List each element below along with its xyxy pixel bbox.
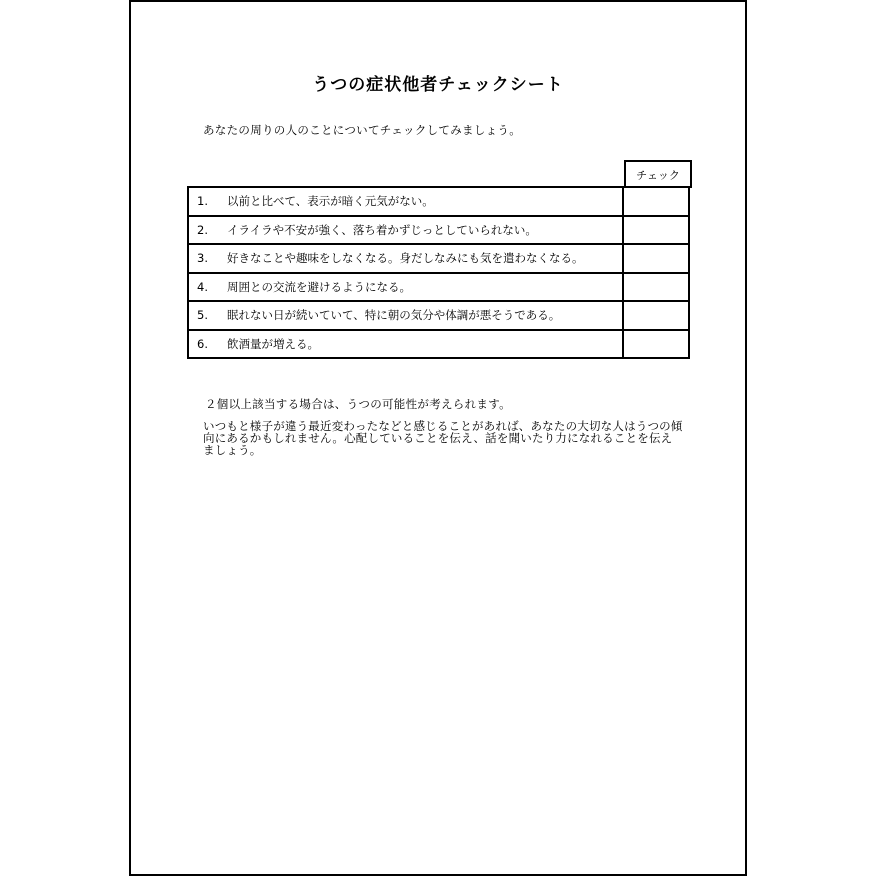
check-box[interactable] xyxy=(623,244,689,273)
item-text: 好きなことや趣味をしなくなる。身だしなみにも気を遣わなくなる。 xyxy=(227,251,584,266)
threshold-note: ２個以上該当する場合は、うつの可能性が考えられます。 xyxy=(205,397,511,411)
check-box[interactable] xyxy=(623,216,689,245)
table-row xyxy=(188,330,689,359)
document-page xyxy=(129,0,747,876)
item-text: 周囲との交流を避けるようになる。 xyxy=(227,279,411,294)
check-column-header: チェック xyxy=(624,160,692,188)
item-text: 以前と比べて、表示が暗く元気がない。 xyxy=(227,194,434,209)
checklist-table xyxy=(187,186,690,359)
page-title: うつの症状他者チェックシート xyxy=(312,75,564,95)
item-number: 4. xyxy=(197,279,208,294)
item-cell xyxy=(188,273,623,302)
table-row xyxy=(188,273,689,302)
item-text: 眠れない日が続いていて、特に朝の気分や体調が悪そうである。 xyxy=(227,308,561,323)
table-row xyxy=(188,244,689,273)
check-box[interactable] xyxy=(623,273,689,302)
item-cell xyxy=(188,216,623,245)
item-number: 2. xyxy=(197,222,208,237)
item-number: 3. xyxy=(197,251,208,266)
item-cell xyxy=(188,301,623,330)
check-box[interactable] xyxy=(623,330,689,359)
item-cell xyxy=(188,187,623,216)
table-row xyxy=(188,187,689,216)
table-row xyxy=(188,301,689,330)
item-text: イライラや不安が強く、落ち着かずじっとしていられない。 xyxy=(227,222,537,237)
advice-note: いつもと様子が違う最近変わったなどと感じることがあれば、あなたの大切な人はうつの傾向にあるかもしれません。心配していることを伝え、話を聞いたり力になれることを伝えましょう。 xyxy=(203,419,683,457)
item-number: 6. xyxy=(197,336,208,351)
item-number: 5. xyxy=(197,308,208,323)
item-cell xyxy=(188,330,623,359)
item-number: 1. xyxy=(197,194,208,209)
table-row xyxy=(188,216,689,245)
check-box[interactable] xyxy=(623,187,689,216)
check-box[interactable] xyxy=(623,301,689,330)
item-text: 飲酒量が増える。 xyxy=(227,336,319,351)
intro-text: あなたの周りの人のことについてチェックしてみましょう。 xyxy=(203,123,522,137)
item-cell xyxy=(188,244,623,273)
